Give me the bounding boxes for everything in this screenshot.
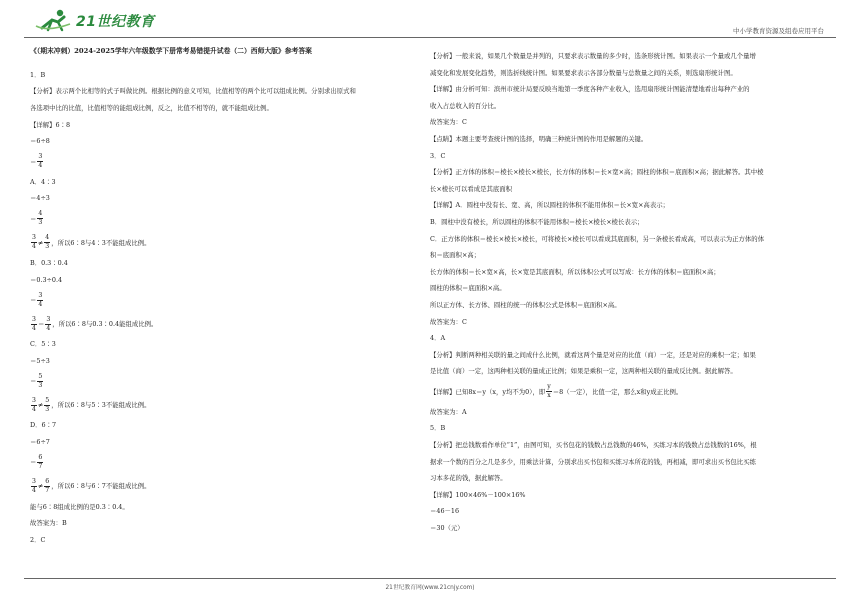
equals-sign: ＝ bbox=[30, 157, 37, 166]
detail-text: 长方体的体积＝长×宽×高，长×宽是其底面积，所以体积公式可以写成：长方体的体积＝底面积×高； bbox=[430, 267, 720, 276]
numerator: 4 bbox=[38, 210, 43, 218]
fraction bbox=[44, 234, 50, 251]
answer-q1: 1．B bbox=[30, 70, 46, 79]
conclusion-text: 能与6∶8组成比例的是0.3∶0.4。 bbox=[30, 502, 129, 511]
answer-q4: 4．A bbox=[430, 334, 446, 343]
denominator: 7 bbox=[38, 463, 43, 471]
comparison-line bbox=[30, 475, 416, 499]
answer-q3: 3．C bbox=[430, 151, 446, 160]
analysis-text: 是比值（商）一定，这两种相关联的量成正比例；如果是乘积一定，这两种相关联的量成反比例。据此解答。 bbox=[430, 367, 737, 376]
comparison-line bbox=[30, 393, 416, 417]
option-a: A．4∶3 bbox=[30, 177, 56, 186]
page-footer: 21世纪教育网(www.21cnjy.com) bbox=[385, 585, 475, 591]
fraction bbox=[37, 454, 43, 471]
answer-text: 故答案为：A bbox=[430, 407, 467, 416]
answer-q5: 5．B bbox=[430, 424, 446, 433]
denominator: 3 bbox=[38, 219, 43, 227]
denominator: 4 bbox=[46, 324, 51, 332]
fraction bbox=[44, 478, 50, 495]
numerator: 3 bbox=[46, 315, 51, 323]
answer-text: 故答案为：C bbox=[430, 118, 467, 127]
comparison-line bbox=[30, 312, 416, 336]
fraction-line bbox=[30, 150, 416, 174]
analysis-text: 【分析】一般来说，如果几个数量是并列的，只要求表示数量的多少时，选条形统计图。如果表示一个量或几个量增 bbox=[430, 52, 756, 60]
left-column bbox=[30, 48, 416, 548]
numerator: 3 bbox=[38, 291, 43, 299]
comparison-operator: ＝ bbox=[37, 319, 45, 328]
header-divider bbox=[24, 37, 836, 38]
analysis-text: 【分析】把总钱数看作单位“1”，由图可知，买书包花的钱数占总钱数的46%，买练习本的钱数占总钱数的16%，根 bbox=[430, 441, 757, 450]
detail-text: 【详解】6∶8 bbox=[30, 120, 71, 129]
denominator: 7 bbox=[45, 487, 50, 495]
calc-line: ＝6÷8 bbox=[30, 137, 50, 146]
page-header bbox=[24, 8, 836, 36]
fraction bbox=[37, 373, 43, 390]
detail-text: 圆柱的体积＝底面积×高。 bbox=[430, 284, 506, 293]
denominator: 4 bbox=[38, 162, 43, 170]
fraction bbox=[45, 316, 51, 333]
option-d: D．6∶7 bbox=[30, 421, 57, 430]
detail-text: 【详解】已知8x＝y（x，y均不为0），即 bbox=[430, 387, 546, 396]
equals-sign: ＝ bbox=[30, 458, 37, 467]
numerator: 6 bbox=[38, 454, 43, 462]
comparison-text: ，所以6∶8与4∶3不能组成比例。 bbox=[51, 238, 151, 247]
denominator: 4 bbox=[32, 243, 36, 251]
calc-line: ＝30（元） bbox=[430, 524, 464, 533]
analysis-text: 据求一个数的百分之几是多少，用乘法计算，分别求出买书包和买练习本所花的钱，再相减，即可求出买书包比买练 bbox=[430, 457, 756, 466]
option-c: C．5∶3 bbox=[30, 340, 56, 349]
denominator: x bbox=[547, 392, 551, 400]
numerator: 4 bbox=[45, 234, 50, 242]
page-title: 《（期末冲刺）2024-2025学年六年级数学下册常考易错提升试卷（二）西师大版》参考答案 bbox=[30, 47, 312, 55]
answer-q2: 2．C bbox=[30, 535, 46, 544]
numerator: 5 bbox=[45, 396, 50, 404]
denominator: 4 bbox=[38, 300, 43, 308]
calc-line: ＝6÷7 bbox=[30, 437, 50, 446]
numerator: y bbox=[547, 383, 551, 391]
site-logo bbox=[34, 8, 164, 34]
comment-text: 【点睛】本题主要考查统计图的选择，明确三种统计图的作用是解题的关键。 bbox=[430, 134, 648, 143]
analysis-text: 习本多花的钱，据此解答。 bbox=[430, 474, 507, 483]
detail-text: B．圆柱中没有棱长，所以圆柱的体积不能用体积＝棱长×棱长×棱长表示； bbox=[430, 217, 644, 226]
analysis-text: 各选项中比的比值，比值相等的能组成比例，反之，比值不相等的，就不能组成比例。 bbox=[30, 103, 273, 112]
right-column bbox=[430, 48, 835, 537]
comparison-text: ，所以6∶8与6∶7不能组成比例。 bbox=[51, 482, 151, 491]
fraction bbox=[37, 292, 43, 309]
answer-text: 故答案为：C bbox=[430, 317, 467, 326]
calc-line: ＝4÷3 bbox=[30, 194, 50, 203]
option-b: B．0.3∶0.4 bbox=[30, 258, 68, 267]
comparison-operator: ≠ bbox=[37, 482, 44, 491]
detail-text: ＝8（一定），比值一定，那么x和y成正比例。 bbox=[552, 387, 683, 396]
numerator: 6 bbox=[45, 478, 50, 486]
comparison-operator: ≠ bbox=[37, 238, 44, 247]
detail-text: 所以正方体、长方体、圆柱的统一的体积公式是体积＝底面积×高。 bbox=[430, 300, 621, 309]
fraction bbox=[546, 383, 552, 400]
fraction-line bbox=[30, 207, 416, 231]
numerator: 3 bbox=[32, 396, 36, 404]
calc-line: ＝46－16 bbox=[430, 507, 460, 516]
detail-text: 【详解】A．圆柱中没有长、宽、高，所以圆柱的体积不能用体积＝长×宽×高表示； bbox=[430, 201, 669, 210]
answer-text: 故答案为：B bbox=[30, 519, 67, 528]
fraction-line bbox=[30, 288, 416, 312]
fraction bbox=[31, 234, 37, 251]
equals-sign: ＝ bbox=[30, 377, 37, 386]
detail-text: C．正方体的体积＝棱长×棱长×棱长，可将棱长×棱长可以看成其底面积，另一条棱长看成高，可以表示为正方体的体 bbox=[430, 234, 765, 243]
calc-line: ＝5÷3 bbox=[30, 356, 50, 365]
fraction bbox=[31, 316, 37, 333]
numerator: 3 bbox=[38, 153, 43, 161]
fraction bbox=[31, 478, 37, 495]
numerator: 3 bbox=[32, 478, 36, 486]
detail-text: 收入占总收入的百分比。 bbox=[430, 101, 501, 110]
detail-formula-line bbox=[430, 380, 835, 404]
fraction bbox=[37, 210, 43, 227]
platform-name: 中小学教育资源及组卷应用平台 bbox=[733, 27, 824, 35]
runner-logo-icon bbox=[34, 8, 74, 34]
denominator: 3 bbox=[45, 405, 50, 413]
numerator: 5 bbox=[38, 372, 43, 380]
analysis-text: 长×棱长可以看成是其底面积 bbox=[430, 184, 513, 193]
equals-sign: ＝ bbox=[30, 295, 37, 304]
detail-text: 【详解】100×46%－100×16% bbox=[430, 490, 526, 499]
numerator: 3 bbox=[32, 234, 36, 242]
comparison-operator: ≠ bbox=[37, 401, 44, 410]
analysis-text: 减变化和发展变化趋势，则选折线统计图。如果要求表示各部分数量与总数量之间的关系，则选扇形统计图。 bbox=[430, 68, 737, 77]
detail-text: 积＝底面积×高； bbox=[430, 251, 481, 260]
logo-text: 21世纪教育 bbox=[76, 14, 155, 30]
calc-line: ＝0.3÷0.4 bbox=[30, 275, 63, 284]
analysis-text: 【分析】表示两个比相等的式子叫做比例。根据比例的意义可知，比值相等的两个比可以组成比例。分别求出原式和 bbox=[30, 87, 356, 96]
analysis-text: 【分析】判断两种相关联的量之间成什么比例，就看这两个量是对应的比值（商）一定，还是对应的乘积一定；如果 bbox=[430, 350, 756, 359]
denominator: 4 bbox=[32, 487, 36, 495]
denominator: 3 bbox=[45, 243, 50, 251]
fraction bbox=[31, 397, 37, 414]
comparison-text: ，所以6∶8与5∶3不能组成比例。 bbox=[51, 401, 151, 410]
comparison-text: ，所以6∶8与0.3∶0.4能组成比例。 bbox=[52, 319, 158, 328]
numerator: 3 bbox=[32, 315, 36, 323]
fraction-line bbox=[30, 451, 416, 475]
denominator: 3 bbox=[38, 381, 43, 389]
fraction bbox=[44, 397, 50, 414]
footer-divider bbox=[24, 578, 836, 579]
denominator: 4 bbox=[32, 324, 36, 332]
equals-sign: ＝ bbox=[30, 214, 37, 223]
analysis-text: 【分析】正方体的体积＝棱长×棱长×棱长，长方体的体积＝长×宽×高；圆柱的体积＝底面积×高；据此解答。其中棱 bbox=[430, 168, 764, 177]
detail-text: 【详解】由分析可知：滨州市统计局要反映当地第一季度各种产业收入，选用扇形统计图能清楚地看出每种产业的 bbox=[430, 85, 750, 94]
fraction-line bbox=[30, 369, 416, 393]
denominator: 4 bbox=[32, 405, 36, 413]
comparison-line bbox=[30, 231, 416, 255]
fraction bbox=[37, 153, 43, 170]
